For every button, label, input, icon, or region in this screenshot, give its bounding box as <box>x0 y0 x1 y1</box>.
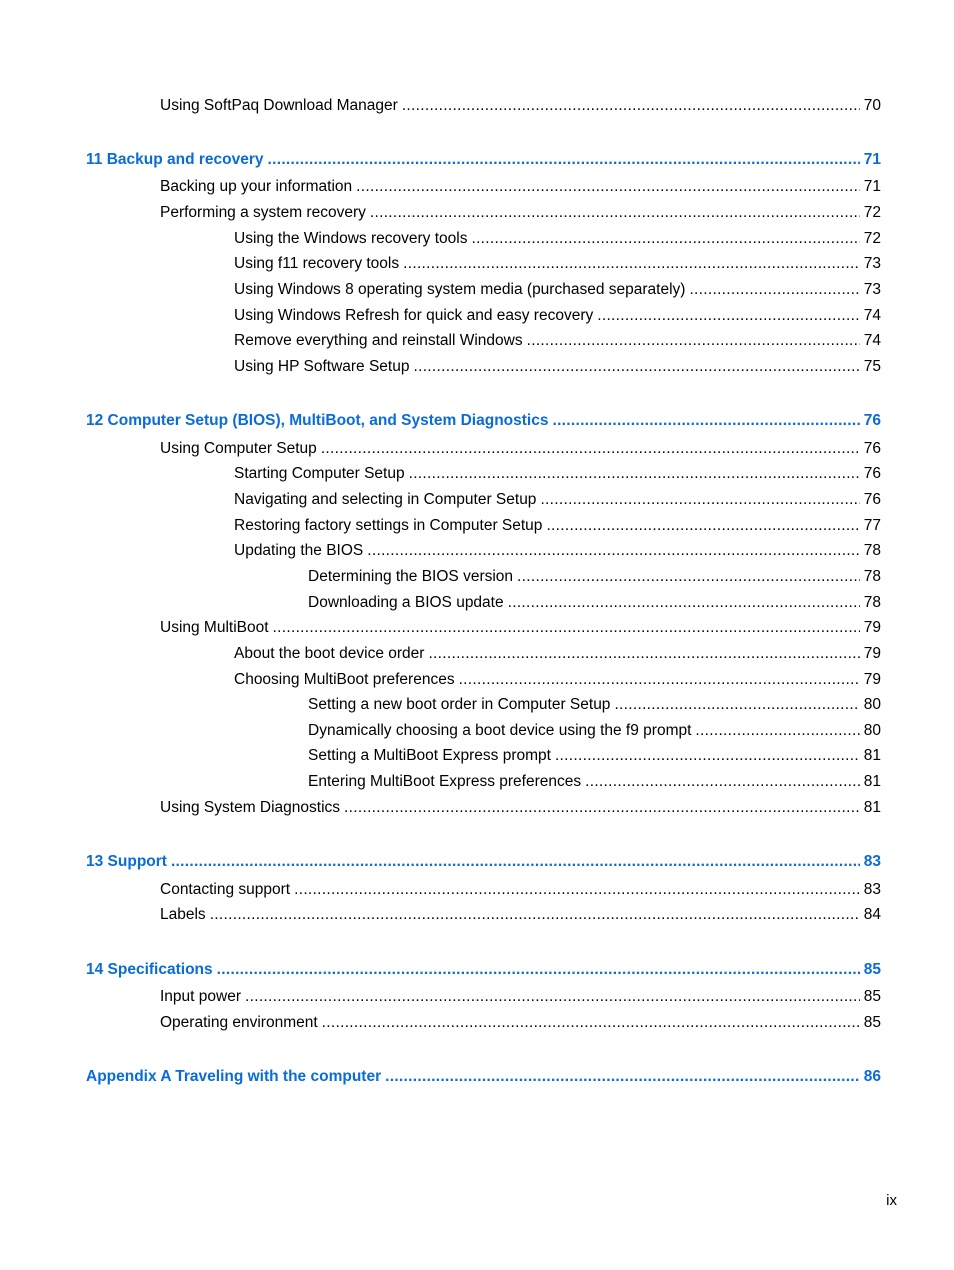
toc-entry-page: 80 <box>863 722 881 739</box>
dot-leader <box>370 203 860 223</box>
dot-leader <box>413 357 859 377</box>
toc-entry-page: 81 <box>863 747 881 764</box>
dot-leader <box>555 746 860 766</box>
toc-entry-page: 79 <box>863 645 881 662</box>
toc-entry-title: Using HP Software Setup <box>234 358 410 375</box>
dot-leader <box>409 464 860 484</box>
toc-entry-title: Backing up your information <box>160 178 353 195</box>
toc-entry-title: Contacting support <box>160 881 291 898</box>
toc-entry-title: Navigating and selecting in Computer Setup <box>234 491 537 508</box>
toc-entry-page: 79 <box>863 671 881 688</box>
dot-leader <box>217 960 860 980</box>
toc-entry[interactable] <box>160 203 881 223</box>
toc-entry-page: 78 <box>863 568 881 585</box>
toc-chapter-title: Appendix A Traveling with the computer <box>86 1068 382 1085</box>
toc-entry-page: 77 <box>863 517 881 534</box>
dot-leader <box>322 1013 860 1033</box>
toc-entry-page: 76 <box>863 440 881 457</box>
toc-entry[interactable] <box>308 721 881 741</box>
dot-leader <box>585 772 860 792</box>
toc-entry-title: Restoring factory settings in Computer Setup <box>234 517 543 534</box>
dot-leader <box>356 177 860 197</box>
toc-entry-title: Determining the BIOS version <box>308 568 514 585</box>
toc-entry-title: Choosing MultiBoot preferences <box>234 671 455 688</box>
toc-entry-title: Downloading a BIOS update <box>308 594 504 611</box>
toc-entry-page: 72 <box>863 204 881 221</box>
toc-entry-page: 71 <box>863 178 881 195</box>
toc-entry[interactable] <box>308 567 881 587</box>
toc-chapter-page: 83 <box>863 853 881 870</box>
toc-entry-page: 74 <box>863 307 881 324</box>
dot-leader <box>344 798 860 818</box>
toc-entry[interactable] <box>308 746 881 766</box>
toc-entry-title: Entering MultiBoot Express preferences <box>308 773 582 790</box>
toc-entry-title: Performing a system recovery <box>160 204 366 221</box>
toc-entry[interactable] <box>160 177 881 197</box>
dot-leader <box>689 280 859 300</box>
toc-entry[interactable] <box>160 618 881 638</box>
toc-entry-title: Input power <box>160 988 241 1005</box>
toc-entry[interactable] <box>234 306 881 326</box>
toc-entry-title: Using f11 recovery tools <box>234 255 400 272</box>
toc-chapter-page: 76 <box>863 412 881 429</box>
toc-entry[interactable] <box>160 439 881 459</box>
toc-entry-title: Setting a new boot order in Computer Setup <box>308 696 611 713</box>
toc-entry-page: 73 <box>863 281 881 298</box>
toc-entry-title: Setting a MultiBoot Express prompt <box>308 747 551 764</box>
dot-leader <box>402 96 860 116</box>
toc-chapter-link[interactable] <box>86 852 881 872</box>
toc-entry-title: Labels <box>160 906 206 923</box>
dot-leader <box>546 516 859 536</box>
toc-entry[interactable] <box>234 644 881 664</box>
dot-leader <box>367 541 860 561</box>
toc-entry-page: 85 <box>863 1014 881 1031</box>
toc-entry-page: 70 <box>863 97 881 114</box>
toc-entry-page: 72 <box>863 230 881 247</box>
dot-leader <box>294 880 860 900</box>
toc-entry-page: 79 <box>863 619 881 636</box>
toc-entry-page: 84 <box>863 906 881 923</box>
toc-entry[interactable] <box>160 880 881 900</box>
toc-chapter-title: 14 Specifications <box>86 961 213 978</box>
toc-entry-page: 76 <box>863 491 881 508</box>
page-number: ix <box>886 1192 897 1209</box>
toc-entry-title: Starting Computer Setup <box>234 465 405 482</box>
dot-leader <box>428 644 859 664</box>
dot-leader <box>695 721 859 741</box>
toc-entry-page: 74 <box>863 332 881 349</box>
dot-leader <box>471 229 859 249</box>
toc-entry-page: 81 <box>863 799 881 816</box>
toc-entry[interactable] <box>308 772 881 792</box>
toc-entry-title: Using Computer Setup <box>160 440 317 457</box>
toc-chapter-link[interactable] <box>86 411 881 431</box>
toc-entry-title: Remove everything and reinstall Windows <box>234 332 523 349</box>
toc-entry[interactable] <box>234 490 881 510</box>
toc-entry-title: Using Windows Refresh for quick and easy recovery <box>234 307 594 324</box>
toc-entry-page: 73 <box>863 255 881 272</box>
toc-chapter-link[interactable] <box>86 960 881 980</box>
toc-entry[interactable] <box>308 695 881 715</box>
dot-leader <box>403 254 860 274</box>
toc-entry[interactable] <box>234 464 881 484</box>
dot-leader <box>517 567 860 587</box>
toc-entry-page: 80 <box>863 696 881 713</box>
toc-entry-page: 75 <box>863 358 881 375</box>
toc-chapter-link[interactable] <box>86 1067 881 1087</box>
dot-leader <box>268 150 860 170</box>
dot-leader <box>597 306 860 326</box>
toc-entry[interactable] <box>308 593 881 613</box>
toc-entry[interactable] <box>160 96 881 116</box>
toc-entry[interactable] <box>160 987 881 1007</box>
toc-entry-title: Operating environment <box>160 1014 318 1031</box>
dot-leader <box>273 618 860 638</box>
toc-entry-page: 83 <box>863 881 881 898</box>
dot-leader <box>614 695 859 715</box>
dot-leader <box>459 670 860 690</box>
dot-leader <box>540 490 859 510</box>
dot-leader <box>508 593 860 613</box>
toc-entry[interactable] <box>234 670 881 690</box>
toc-entry[interactable] <box>234 229 881 249</box>
toc-chapter-title: 13 Support <box>86 853 167 870</box>
toc-entry[interactable] <box>234 280 881 300</box>
toc-entry[interactable] <box>234 357 881 377</box>
toc-entry[interactable] <box>234 541 881 561</box>
toc-entry-title: Using System Diagnostics <box>160 799 341 816</box>
toc-entry-title: Using MultiBoot <box>160 619 269 636</box>
dot-leader <box>171 852 860 872</box>
toc-chapter-link[interactable] <box>86 150 881 170</box>
toc-entry-page: 76 <box>863 465 881 482</box>
toc-chapter-page: 71 <box>863 151 881 168</box>
dot-leader <box>527 331 860 351</box>
toc-entry-page: 85 <box>863 988 881 1005</box>
dot-leader <box>552 411 859 431</box>
toc-entry[interactable] <box>160 798 881 818</box>
toc-entry-page: 81 <box>863 773 881 790</box>
toc-entry[interactable] <box>160 905 881 925</box>
dot-leader <box>245 987 860 1007</box>
toc-entry-title: Using SoftPaq Download Manager <box>160 97 398 114</box>
toc-entry-title: Using Windows 8 operating system media (purchased separately) <box>234 281 686 298</box>
toc-entry-title: About the boot device order <box>234 645 425 662</box>
toc-entry-page: 78 <box>863 594 881 611</box>
toc-entry[interactable] <box>234 331 881 351</box>
toc-entry[interactable] <box>234 254 881 274</box>
toc-chapter-page: 86 <box>863 1068 881 1085</box>
toc-chapter-title: 11 Backup and recovery <box>86 151 264 168</box>
dot-leader <box>321 439 860 459</box>
toc-entry-title: Updating the BIOS <box>234 542 364 559</box>
toc-entry[interactable] <box>234 516 881 536</box>
toc-chapter-title: 12 Computer Setup (BIOS), MultiBoot, and System Diagnostics <box>86 412 549 429</box>
toc-chapter-page: 85 <box>863 961 881 978</box>
toc-entry-page: 78 <box>863 542 881 559</box>
dot-leader <box>210 905 860 925</box>
toc-entry-title: Using the Windows recovery tools <box>234 230 468 247</box>
dot-leader <box>385 1067 860 1087</box>
toc-entry-title: Dynamically choosing a boot device using the f9 prompt <box>308 722 692 739</box>
toc-entry[interactable] <box>160 1013 881 1033</box>
